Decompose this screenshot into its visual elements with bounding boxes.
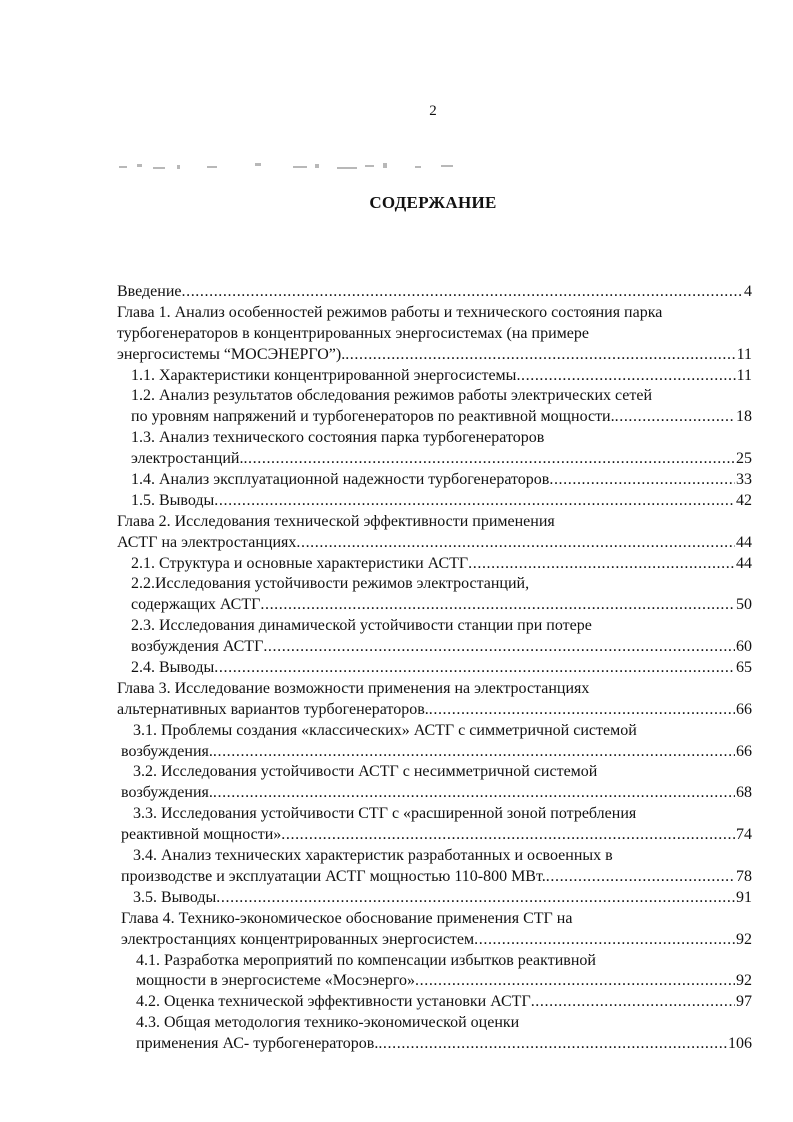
toc-entry bbox=[117, 532, 752, 553]
toc-entry-text: 3.2. Исследования устойчивости АСТГ с несимметричной системой bbox=[133, 763, 598, 781]
toc-entry-text: 4.2. Оценка технической эффективности установки АСТГ bbox=[136, 993, 531, 1011]
toc-entry-text: 2.2.Исследования устойчивости режимов электростанций, bbox=[131, 575, 530, 593]
dot-leader bbox=[260, 594, 735, 615]
toc-entry bbox=[121, 741, 752, 762]
dot-leader bbox=[531, 991, 735, 1012]
toc-entry-text: Глава 2. Исследования технической эффективности применения bbox=[117, 512, 555, 530]
toc-entry bbox=[0, 761, 793, 782]
toc-entry bbox=[131, 657, 752, 678]
toc-entry bbox=[0, 803, 793, 824]
dot-leader bbox=[345, 344, 735, 365]
toc-entry-text: реактивной мощности» bbox=[121, 826, 282, 844]
toc-entry-text: 3.3. Исследования устойчивости СТГ с «расширенной зоной потребления bbox=[133, 805, 637, 823]
toc-page-number: 33 bbox=[736, 471, 752, 489]
toc-page-number: 92 bbox=[736, 972, 752, 990]
toc-entry-text: содержащих АСТГ bbox=[131, 596, 261, 614]
toc-entry bbox=[0, 573, 793, 594]
toc-page-number: 66 bbox=[736, 742, 752, 760]
toc-page-number: 92 bbox=[736, 930, 752, 948]
toc-entry-text: Глава 1. Анализ особенностей режимов работы и технического состояния парка bbox=[117, 303, 663, 321]
toc-entry bbox=[117, 699, 752, 720]
toc-page-number: 44 bbox=[736, 533, 752, 551]
toc-entry-text: по уровням напряжений и турбогенераторов по реактивной мощности. bbox=[131, 408, 615, 426]
dot-leader bbox=[214, 657, 735, 678]
toc-entry bbox=[136, 991, 752, 1012]
toc-entry bbox=[0, 511, 793, 532]
toc-entry bbox=[136, 1033, 752, 1054]
toc-entry bbox=[121, 929, 752, 950]
toc-entry bbox=[0, 950, 793, 971]
toc-entry bbox=[121, 824, 752, 845]
page-number: 2 bbox=[429, 103, 437, 119]
toc-page-number: 65 bbox=[736, 659, 752, 677]
toc-entry bbox=[0, 615, 793, 636]
dot-leader bbox=[281, 824, 735, 845]
toc-entry-text: возбуждения. bbox=[121, 742, 213, 760]
toc-page-number: 66 bbox=[736, 700, 752, 718]
toc-entry-text: АСТГ на электростанциях bbox=[117, 533, 297, 551]
toc-entry-text: возбуждения. bbox=[121, 784, 213, 802]
toc-page-number: 42 bbox=[736, 491, 752, 509]
dot-leader bbox=[474, 929, 735, 950]
toc-page-number: 11 bbox=[736, 345, 752, 363]
dot-leader bbox=[263, 636, 735, 657]
toc-entry-text: 4.1. Разработка мероприятий по компенсации избытков реактивной bbox=[136, 951, 596, 969]
toc-entry-text: 3.5. Выводы bbox=[133, 888, 217, 906]
toc-entry bbox=[0, 845, 793, 866]
toc-entry bbox=[0, 720, 793, 741]
toc-entry-text: электростанциях концентрированных энергосистем bbox=[121, 930, 475, 948]
toc-entry bbox=[131, 553, 752, 574]
dot-leader bbox=[378, 1033, 727, 1054]
toc-entry-text: 2.4. Выводы bbox=[131, 659, 215, 677]
toc-entry bbox=[131, 406, 752, 427]
toc-page-number: 4 bbox=[744, 283, 752, 300]
toc-entry-text: Глава 3. Исследование возможности применения на электростанциях bbox=[117, 679, 590, 697]
dot-leader bbox=[516, 365, 735, 386]
dot-leader bbox=[296, 532, 735, 553]
dot-leader bbox=[615, 406, 735, 427]
dot-leader bbox=[468, 553, 735, 574]
toc-entry-text: альтернативных вариантов турбогенераторов. bbox=[117, 700, 429, 718]
toc-entry-text: энергосистемы “МОСЭНЕРГО”). bbox=[117, 345, 346, 363]
toc-entry bbox=[131, 594, 752, 615]
table-of-contents bbox=[0, 281, 793, 1054]
toc-entry bbox=[0, 385, 793, 406]
toc-entry bbox=[0, 908, 793, 929]
dot-leader bbox=[243, 448, 735, 469]
toc-entry-text: электростанций. bbox=[131, 450, 244, 468]
dot-leader bbox=[429, 699, 735, 720]
toc-page-number: 74 bbox=[736, 826, 752, 844]
toc-entry bbox=[117, 281, 752, 302]
toc-entry bbox=[136, 970, 752, 991]
toc-entry bbox=[131, 490, 752, 511]
toc-entry bbox=[0, 323, 793, 344]
toc-entry-text: Введение bbox=[117, 283, 182, 300]
toc-page-number: 11 bbox=[736, 366, 752, 384]
toc-entry bbox=[131, 365, 752, 386]
document-title: СОДЕРЖАНИЕ bbox=[369, 193, 497, 212]
toc-page-number: 18 bbox=[736, 408, 752, 426]
dot-leader bbox=[213, 782, 735, 803]
toc-entry bbox=[131, 448, 752, 469]
dot-leader bbox=[415, 970, 735, 991]
toc-entry bbox=[0, 678, 793, 699]
toc-page-number: 91 bbox=[736, 888, 752, 906]
toc-page-number: 68 bbox=[736, 784, 752, 802]
dot-leader bbox=[549, 469, 735, 490]
toc-entry-text: производстве и эксплуатации АСТГ мощностью 110-800 МВт. bbox=[121, 867, 546, 885]
toc-page-number: 97 bbox=[736, 993, 752, 1011]
toc-page-number: 78 bbox=[736, 867, 752, 885]
toc-page-number: 25 bbox=[736, 450, 752, 468]
toc-entry bbox=[0, 427, 793, 448]
toc-entry-text: 3.4. Анализ технических характеристик разработанных и освоенных в bbox=[133, 847, 613, 865]
toc-entry-text: 2.3. Исследования динамической устойчивости станции при потере bbox=[131, 617, 592, 635]
toc-entry-text: турбогенераторов в концентрированных энергосистемах (на примере bbox=[117, 324, 589, 342]
dot-leader bbox=[214, 490, 735, 511]
toc-entry-text: Глава 4. Технико-экономическое обоснование применения СТГ на bbox=[121, 909, 573, 927]
toc-entry-text: мощности в энергосистеме «Мосэнерго» bbox=[136, 972, 416, 990]
toc-page-number: 50 bbox=[736, 596, 752, 614]
toc-entry bbox=[117, 344, 752, 365]
toc-entry bbox=[121, 866, 752, 887]
toc-entry bbox=[121, 782, 752, 803]
toc-entry bbox=[133, 887, 752, 908]
toc-page-number: 44 bbox=[736, 554, 752, 572]
toc-entry-text: 1.1. Характеристики концентрированной энергосистемы bbox=[131, 366, 517, 384]
toc-page-number: 60 bbox=[736, 638, 752, 656]
dot-leader bbox=[213, 741, 735, 762]
toc-entry-text: 1.2. Анализ результатов обследования режимов работы электрических сетей bbox=[131, 387, 653, 405]
toc-entry bbox=[131, 636, 752, 657]
toc-entry bbox=[0, 302, 793, 323]
toc-entry-text: 1.4. Анализ эксплуатационной надежности турбогенераторов bbox=[131, 471, 550, 489]
dot-leader bbox=[546, 866, 735, 887]
scan-artifact bbox=[115, 160, 475, 174]
dot-leader bbox=[182, 281, 744, 302]
toc-entry-text: возбуждения АСТГ bbox=[131, 638, 264, 656]
toc-entry-text: применения АС- турбогенераторов. bbox=[136, 1035, 379, 1053]
toc-entry-text: 3.1. Проблемы создания «классических» АСТГ с симметричной системой bbox=[133, 721, 637, 739]
toc-page-number: 106 bbox=[728, 1035, 752, 1053]
toc-entry-text: 4.3. Общая методология технико-экономической оценки bbox=[136, 1014, 520, 1032]
toc-entry bbox=[131, 469, 752, 490]
dot-leader bbox=[216, 887, 735, 908]
toc-entry-text: 2.1. Структура и основные характеристики АСТГ bbox=[131, 554, 469, 572]
toc-entry bbox=[0, 1012, 793, 1033]
toc-entry-text: 1.3. Анализ технического состояния парка турбогенераторов bbox=[131, 429, 545, 447]
toc-entry-text: 1.5. Выводы bbox=[131, 491, 215, 509]
